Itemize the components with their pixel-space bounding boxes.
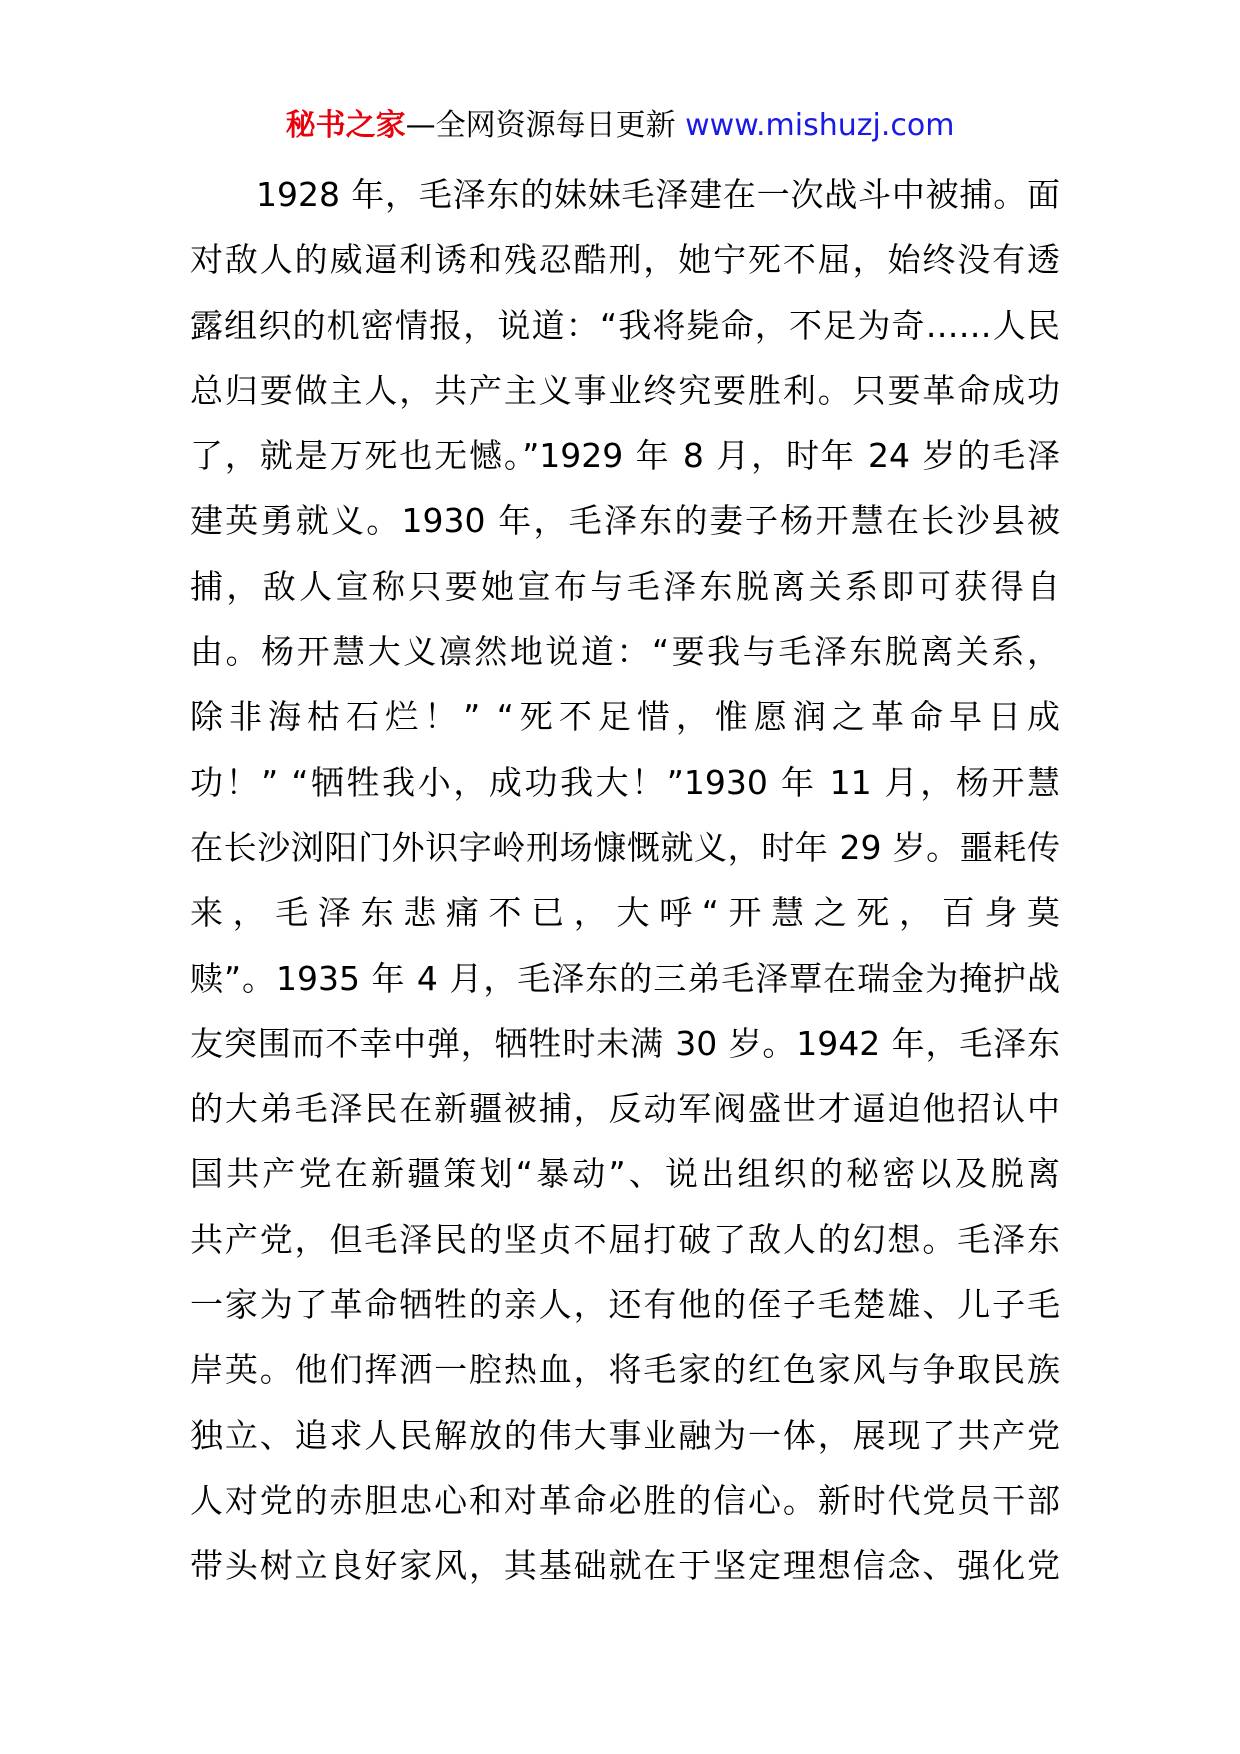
text-line: 对敌人的威逼利诱和残忍酷刑，她宁死不屈，始终没有透 — [190, 240, 1060, 280]
text-line: 来，毛泽东悲痛不已，大呼“开慧之死，百身莫 — [190, 893, 1060, 933]
text-line: 在长沙浏阳门外识字岭刑场慷慨就义，时年 29 岁。噩耗传 — [190, 827, 1060, 867]
text-line: 共产党，但毛泽民的坚贞不屈打破了敌人的幻想。毛泽东 — [190, 1219, 1060, 1259]
text-line: 由。杨开慧大义凛然地说道：“要我与毛泽东脱离关系， — [190, 632, 1060, 672]
text-line: 人对党的赤胆忠心和对革命必胜的信心。新时代党员干部 — [190, 1480, 1060, 1520]
text-line: 带头树立良好家风，其基础就在于坚定理想信念、强化党 — [190, 1546, 1060, 1586]
text-line: 了，就是万死也无憾。”1929 年 8 月，时年 24 岁的毛泽 — [190, 436, 1060, 476]
text-line: 捕，敌人宣称只要她宣布与毛泽东脱离关系即可获得自 — [190, 566, 1060, 606]
text-line: 赎”。1935 年 4 月，毛泽东的三弟毛泽覃在瑞金为掩护战 — [190, 958, 1060, 998]
header-url-link[interactable]: www.mishuzj.com — [685, 108, 955, 143]
text-line: 功！” “牺牲我小，成功我大！”1930 年 11 月，杨开慧 — [190, 762, 1060, 802]
text-line: 1928 年，毛泽东的妹妹毛泽建在一次战斗中被捕。面 — [256, 175, 1060, 214]
body-paragraph — [190, 162, 1060, 1599]
header-slogan: —全网资源每日更新 — [405, 108, 676, 143]
text-line: 总归要做主人，共产主义事业终究要胜利。只要革命成功 — [190, 370, 1060, 410]
text-line: 岸英。他们挥洒一腔热血，将毛家的红色家风与争取民族 — [190, 1350, 1060, 1390]
text-line: 一家为了革命牺牲的亲人，还有他的侄子毛楚雄、儿子毛 — [190, 1285, 1060, 1325]
text-line: 露组织的机密情报，说道：“我将毙命，不足为奇……人民 — [190, 305, 1060, 345]
page-header — [0, 104, 1240, 148]
text-line: 独立、追求人民解放的伟大事业融为一体，展现了共产党 — [190, 1415, 1060, 1455]
text-line: 除非海枯石烂！” “死不足惜，惟愿润之革命早日成 — [190, 697, 1060, 737]
header-brand: 秘书之家 — [285, 108, 406, 143]
text-line: 国共产党在新疆策划“暴动”、说出组织的秘密以及脱离 — [190, 1154, 1060, 1194]
text-line: 友突围而不幸中弹，牺牲时未满 30 岁。1942 年，毛泽东 — [190, 1023, 1060, 1063]
text-line: 的大弟毛泽民在新疆被捕，反动军阀盛世才逼迫他招认中 — [190, 1089, 1060, 1129]
text-line: 建英勇就义。1930 年，毛泽东的妻子杨开慧在长沙县被 — [190, 501, 1060, 541]
